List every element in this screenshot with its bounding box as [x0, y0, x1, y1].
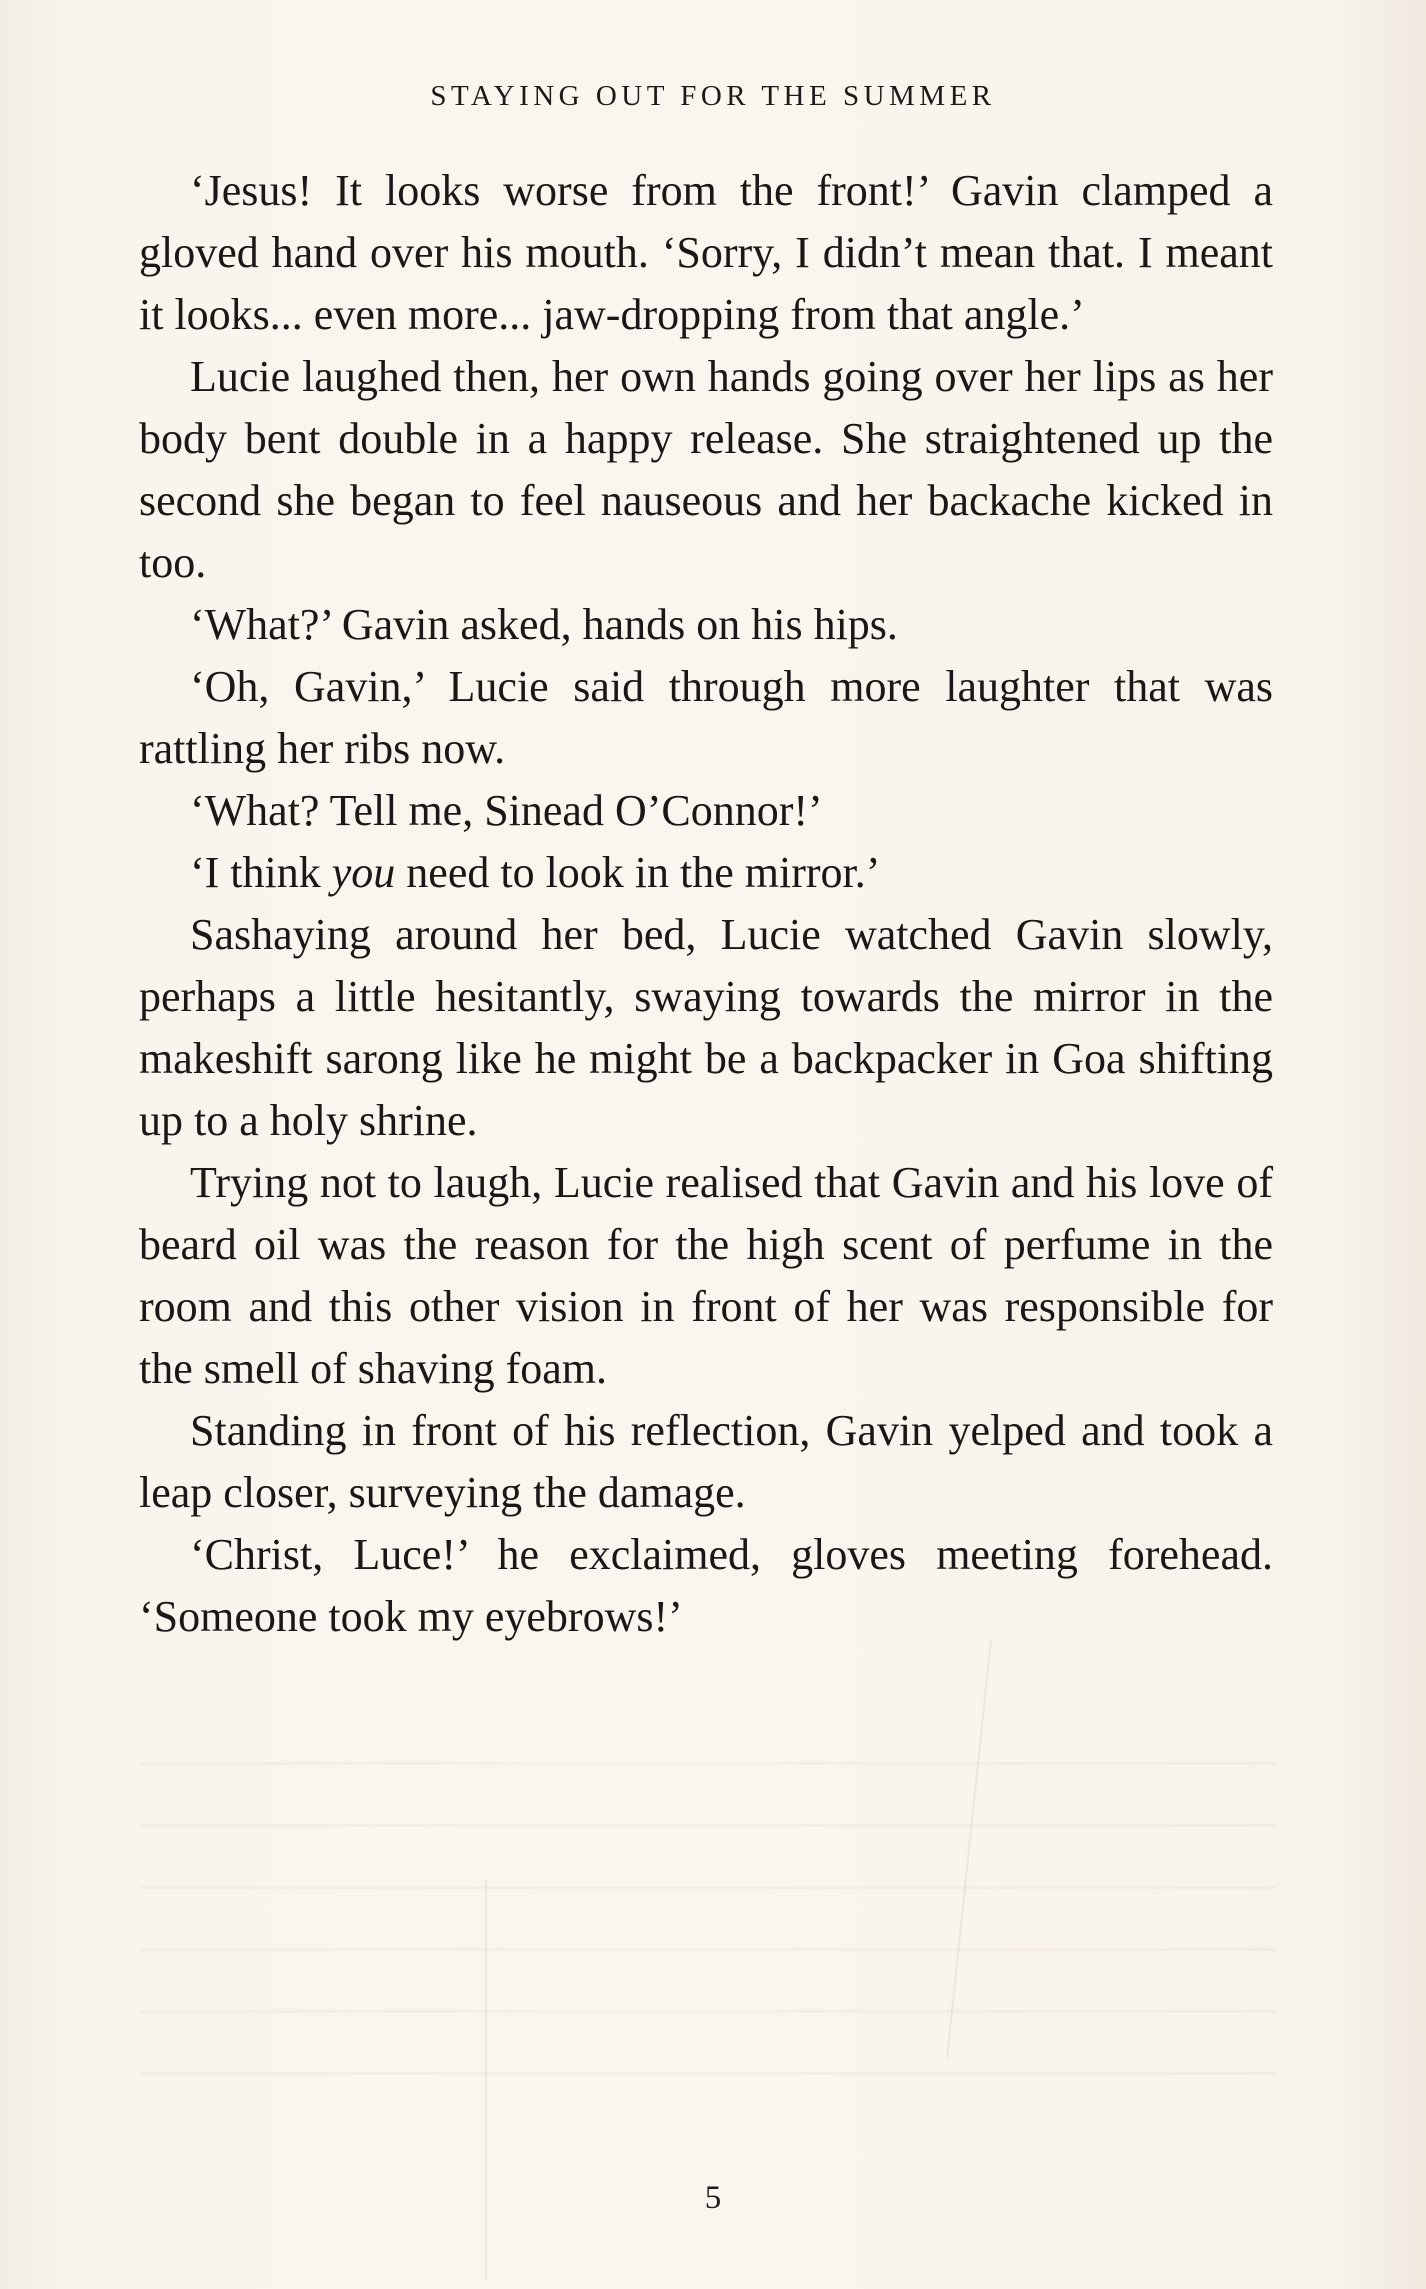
- body-text: [139, 160, 1273, 1648]
- text-run: ‘I think: [190, 848, 332, 897]
- paragraph: [139, 842, 1273, 904]
- paragraph: Lucie laughed then, her own hands going over her lips as her body bent double in a happy release. She straightened up the second she began to feel nauseous and her backache kicked in too.: [139, 352, 1273, 587]
- paragraph: Standing in front of his reflection, Gavin yelped and took a leap closer, surveying the damage.: [139, 1406, 1273, 1517]
- paragraph: Trying not to laugh, Lucie realised that Gavin and his love of beard oil was the reason for the high scent of perfume in the room and this other vision in front of her was responsible for the smell of shaving foam.: [139, 1158, 1273, 1393]
- running-head: STAYING OUT FOR THE SUMMER: [430, 80, 996, 112]
- show-through-line: [140, 2072, 1276, 2075]
- paragraph: ‘Oh, Gavin,’ Lucie said through more laughter that was rattling her ribs now.: [139, 662, 1273, 773]
- paragraph: ‘Jesus! It looks worse from the front!’ Gavin clamped a gloved hand over his mouth. ‘Sorry, I didn’t mean that. I meant it looks... even more... jaw-dropping from that angle.’: [139, 166, 1273, 339]
- paragraph: Sashaying around her bed, Lucie watched Gavin slowly, perhaps a little hesitantly, swaying towards the mirror in the makeshift sarong like he might be a backpacker in Goa shifting up to a holy shrine.: [139, 910, 1273, 1145]
- text-run: need to look in the mirror.’: [395, 848, 881, 897]
- paragraph: ‘Christ, Luce!’ he exclaimed, gloves meeting forehead. ‘Someone took my eyebrows!’: [139, 1530, 1273, 1641]
- show-through-line: [140, 1948, 1276, 1951]
- show-through-line: [140, 1886, 1276, 1889]
- paper-crease: [946, 1640, 992, 2058]
- italic-text: you: [331, 848, 396, 897]
- show-through-line: [140, 1824, 1276, 1827]
- paragraph: ‘What? Tell me, Sinead O’Connor!’: [190, 786, 823, 835]
- page-number: 5: [704, 2180, 722, 2216]
- show-through-line: [140, 1762, 1276, 1765]
- show-through-line: [140, 2010, 1276, 2013]
- paragraph: ‘What?’ Gavin asked, hands on his hips.: [190, 600, 898, 649]
- paper-crease: [485, 1880, 487, 2280]
